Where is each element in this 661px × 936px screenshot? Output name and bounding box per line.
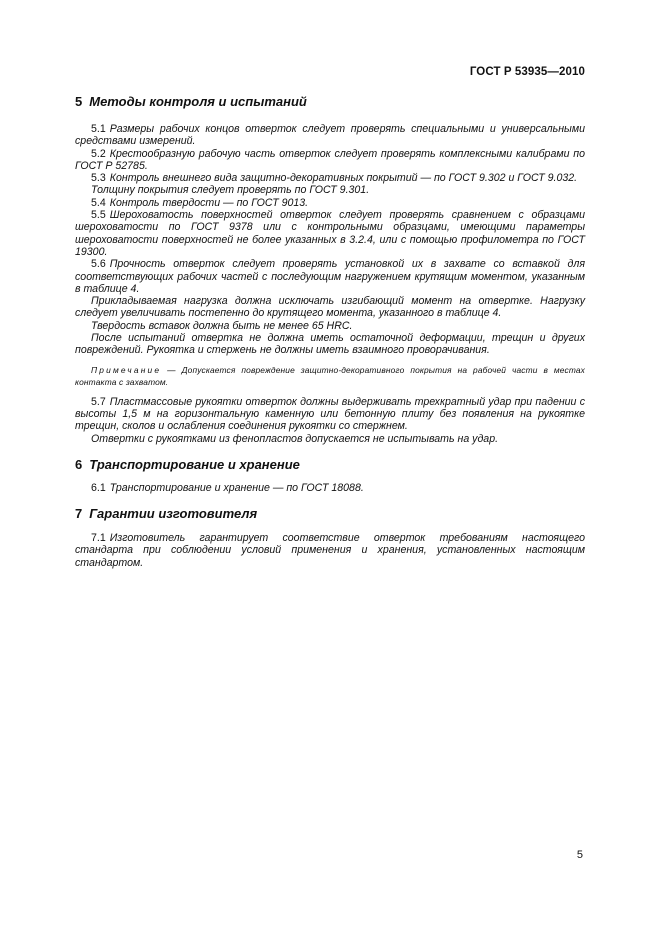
clause-number: 5.2 (91, 147, 106, 160)
paragraph-5-6-after-test (75, 332, 585, 357)
note-text: — Допускается повреждение защитно-декоративного покрытия на рабочей части в местах контакта с захватом. (75, 364, 585, 387)
clause-text: Прикладываемая нагрузка должна исключать изгибающий момент на отвертке. Нагрузку следует увеличивать постепенно до крутящего момента, указанного в таблице 4. (75, 295, 585, 320)
paragraph-5-7-phenoplast (75, 433, 585, 445)
clause-number: 5.5 (91, 209, 106, 222)
note-label: Примечание (91, 364, 162, 375)
section-title: Транспортирование и хранение (89, 456, 300, 472)
clause-number: 7.1 (91, 532, 106, 545)
section-7-heading (75, 506, 585, 522)
paragraph-5-2 (75, 148, 585, 173)
paragraph-5-3-coating (75, 184, 585, 196)
clause-text: Изготовитель гарантирует соответствие отверток требованиям настоящего стандарта при соблюдении условий применения и хранения, установленных настоящим стандартом. (75, 532, 585, 569)
clause-text: Контроль внешнего вида защитно-декоративных покрытий — по ГОСТ 9.302 и ГОСТ 9.032. (109, 172, 578, 185)
clause-text: Транспортирование и хранение — по ГОСТ 18088. (109, 481, 364, 494)
clause-number: 5.3 (91, 172, 106, 185)
section-number: 5 (75, 94, 83, 109)
clause-number: 5.1 (91, 123, 106, 135)
clause-text: Крестообразную рабочую часть отверток следует проверять комплексными калибрами по ГОСТ Р 52785. (75, 147, 585, 172)
section-5-heading (75, 94, 585, 110)
clause-text: Шероховатость поверхностей отверток следует проверять сравнением с образцами шероховатости по ГОСТ 9378 или с контрольными образцами, имеющими параметры шероховатости поверхностей не более указанных в 3.2.4, или с помощью профилометра по ГОСТ 19300. (75, 209, 585, 258)
section-6-heading (75, 457, 585, 473)
section-title: Гарантии изготовителя (89, 506, 258, 522)
paragraph-7-1 (75, 532, 585, 569)
paragraph-5-1 (75, 123, 585, 148)
clause-text: Отвертки с рукоятками из фенопластов допускается не испытывать на удар. (91, 432, 499, 445)
paragraph-5-6-hardness (75, 320, 585, 332)
paragraph-5-6 (75, 258, 585, 295)
clause-text: Размеры рабочих концов отверток следует проверять специальными и универсальными средствами измерений. (75, 123, 585, 148)
paragraph-5-3 (75, 172, 585, 184)
section-number: 7 (75, 506, 83, 522)
page-content (75, 94, 585, 569)
page-number: 5 (576, 849, 583, 861)
section-number: 6 (75, 456, 83, 472)
section-title: Методы контроля и испытаний (89, 94, 307, 109)
paragraph-5-5 (75, 209, 585, 258)
paragraph-5-4 (75, 197, 585, 209)
clause-number: 5.7 (91, 395, 106, 408)
clause-text: Твердость вставок должна быть не менее 65 HRC. (91, 319, 353, 332)
clause-text: Контроль твердости — по ГОСТ 9013. (109, 196, 309, 209)
paragraph-5-7 (75, 396, 585, 433)
clause-number: 5.6 (91, 258, 106, 271)
paragraph-5-6-load (75, 295, 585, 320)
note (75, 364, 585, 388)
paragraph-6-1 (75, 482, 585, 494)
clause-text: Прочность отверток следует проверять установкой их в захвате со вставкой для соответствующих рабочих частей с последующим нагружением крутящим моментом, указанным в таблице 4. (75, 258, 585, 295)
document-code: ГОСТ Р 53935—2010 (469, 66, 585, 78)
clause-number: 5.4 (91, 196, 106, 209)
clause-text: После испытаний отвертка не должна иметь остаточной деформации, трещин и других повреждений. Рукоятка и стержень не должны иметь взаимного проворачивания. (75, 332, 585, 357)
clause-text: Толщину покрытия следует проверять по ГОСТ 9.301. (91, 184, 370, 197)
clause-text: Пластмассовые рукоятки отверток должны выдерживать трехкратный удар при падении с высоты 1,5 м на горизонтальную каменную или бетонную плиту без появления на рукоятке трещин, сколов и ослабления соединения рукоятки со стержнем. (75, 395, 585, 433)
clause-number: 6.1 (91, 481, 106, 494)
